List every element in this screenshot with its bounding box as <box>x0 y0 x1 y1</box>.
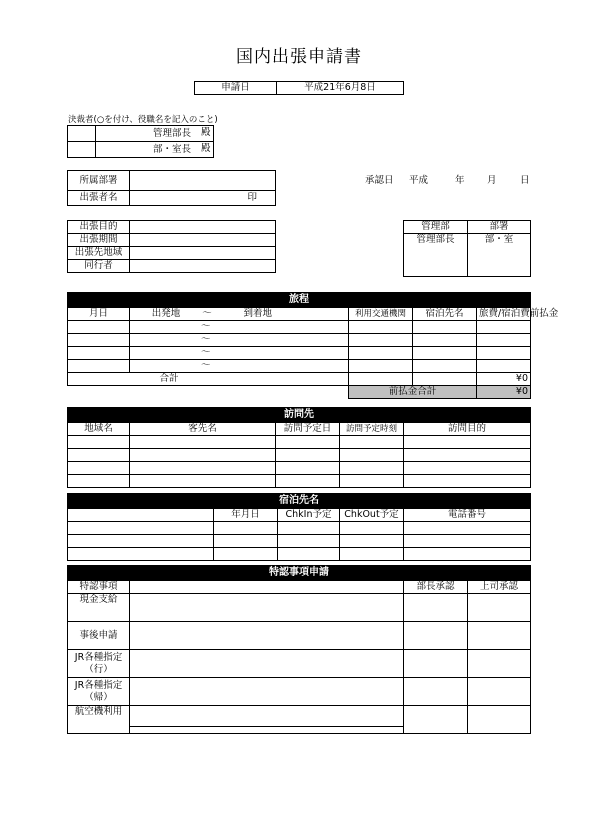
itinerary-cell[interactable] <box>349 321 413 334</box>
itinerary-route-cell[interactable] <box>130 347 349 360</box>
stamp-cell[interactable] <box>468 247 531 277</box>
itinerary-route-cell[interactable] <box>130 334 349 347</box>
table-row <box>68 475 531 488</box>
itinerary-cell[interactable] <box>413 360 477 373</box>
table-row <box>68 522 531 535</box>
lodging-table <box>67 508 531 561</box>
table-row <box>68 449 531 462</box>
application-date-value[interactable]: 平成21年6月8日 <box>277 82 404 95</box>
approval-date-era: 平成 <box>409 175 429 186</box>
period-label: 出張期間 <box>68 234 130 247</box>
approver-mark-cell[interactable] <box>68 142 96 158</box>
tilde: ～ <box>201 321 211 332</box>
approver-table <box>67 125 214 158</box>
approval-cell[interactable] <box>404 622 468 650</box>
itinerary-cell[interactable] <box>413 347 477 360</box>
page-title: 国内出張申請書 <box>236 47 362 67</box>
special-row <box>68 594 531 622</box>
region-label: 出張先地域 <box>68 247 130 260</box>
itinerary-header: 到着地 <box>243 308 272 319</box>
tilde: ～ <box>201 360 211 371</box>
itinerary-band: 旅程 <box>67 292 531 307</box>
itinerary-cell[interactable] <box>68 360 130 373</box>
itinerary-cell[interactable] <box>413 321 477 334</box>
special-detail[interactable] <box>130 650 404 678</box>
itinerary-table <box>67 307 559 399</box>
itinerary-route-cell[interactable] <box>130 321 349 334</box>
special-item-label: JR各種指定 （帰） <box>68 678 130 706</box>
special-item-label: JR各種指定 （行） <box>68 650 130 678</box>
approval-cell[interactable] <box>468 650 531 678</box>
itinerary-cell[interactable] <box>413 334 477 347</box>
visits-header: 訪問予定時刻 <box>340 423 404 436</box>
stamp-label: 管理部 <box>404 221 468 234</box>
special-item-label: 航空機利用 <box>68 706 130 734</box>
approver-role: 部・室長 <box>96 142 214 158</box>
visits-header: 地域名 <box>68 423 130 436</box>
table-row <box>68 462 531 475</box>
stamp-box <box>403 220 531 277</box>
stamp-label: 部署 <box>468 221 531 234</box>
visits-header: 客先名 <box>130 423 276 436</box>
approval-cell[interactable] <box>404 678 468 706</box>
approver-role: 管理部長 <box>96 126 214 142</box>
dept-field[interactable] <box>130 171 276 191</box>
purpose-table <box>67 220 276 273</box>
companion-label: 同行者 <box>68 260 130 273</box>
itinerary-header: 出発地 <box>151 308 181 319</box>
special-table <box>67 580 531 734</box>
companion-field[interactable] <box>130 260 276 273</box>
approver-honorific: 殿 <box>201 143 211 154</box>
special-header: 部長承認 <box>404 581 468 594</box>
special-detail[interactable] <box>130 706 404 734</box>
table-row <box>68 360 531 373</box>
traveler-table <box>67 170 276 206</box>
special-item-label: 事後申請 <box>68 622 130 650</box>
special-header: 特認事項 <box>68 581 130 594</box>
dept-label: 所属部署 <box>68 171 130 191</box>
itinerary-header: 利用交通機関 <box>349 308 413 321</box>
stamp-label: 部・室 <box>468 234 531 247</box>
approval-cell[interactable] <box>404 594 468 622</box>
approval-date-label: 承認日 <box>365 175 394 186</box>
stamp-cell[interactable] <box>404 247 468 277</box>
application-date-box <box>194 81 404 95</box>
itinerary-cell[interactable] <box>68 347 130 360</box>
period-field[interactable] <box>130 234 276 247</box>
special-detail[interactable] <box>130 622 404 650</box>
itinerary-route-cell[interactable] <box>130 360 349 373</box>
approver-honorific: 殿 <box>201 127 211 138</box>
itinerary-cell[interactable] <box>349 334 413 347</box>
visits-band: 訪問先 <box>67 407 531 422</box>
table-row <box>68 347 531 360</box>
itinerary-cell[interactable] <box>68 334 130 347</box>
itinerary-cell[interactable] <box>477 360 531 373</box>
lodging-band: 宿泊先名 <box>67 493 531 508</box>
lodging-header: 電話番号 <box>404 509 531 522</box>
visits-table <box>67 422 531 488</box>
traveler-label: 出張者名 <box>68 191 130 206</box>
application-date-label: 申請日 <box>195 82 277 95</box>
special-band: 特認事項申請 <box>67 565 531 580</box>
visits-header: 訪問予定日 <box>276 423 340 436</box>
approval-date-month: 月 <box>487 175 497 186</box>
approval-date-day: 日 <box>520 175 530 186</box>
itinerary-cell[interactable] <box>477 321 531 334</box>
itinerary-route-header <box>130 308 349 321</box>
special-header: 上司承認 <box>468 581 531 594</box>
itinerary-header: 宿泊先名 <box>413 308 477 321</box>
tilde: ～ <box>201 334 211 345</box>
approval-cell[interactable] <box>468 678 531 706</box>
approval-cell[interactable] <box>468 594 531 622</box>
itinerary-cell[interactable] <box>349 347 413 360</box>
table-row <box>68 334 531 347</box>
lodging-header: ChkIn予定 <box>278 509 340 522</box>
special-item-label: 現金支給 <box>68 594 130 622</box>
itinerary-cell[interactable] <box>68 321 130 334</box>
approval-cell[interactable] <box>404 706 468 734</box>
approval-cell[interactable] <box>468 706 531 734</box>
table-row <box>68 436 531 449</box>
lodging-header: 年月日 <box>214 509 278 522</box>
itinerary-cell[interactable] <box>349 360 413 373</box>
purpose-label: 出張目的 <box>68 221 130 234</box>
itinerary-cell[interactable] <box>477 334 531 347</box>
special-detail[interactable] <box>130 678 404 706</box>
itinerary-header: 旅費/宿泊費前払金 <box>477 308 531 321</box>
purpose-field[interactable] <box>130 221 276 234</box>
region-field[interactable] <box>130 247 276 260</box>
approval-cell[interactable] <box>468 622 531 650</box>
special-detail[interactable] <box>130 594 404 622</box>
approval-date-year: 年 <box>455 175 465 186</box>
visits-header: 訪問目的 <box>404 423 531 436</box>
total-label: 合計 <box>130 373 349 386</box>
special-row <box>68 650 531 678</box>
table-row <box>68 535 531 548</box>
itinerary-header: 月日 <box>68 308 130 321</box>
advance-label: 前払金合計 <box>349 386 477 399</box>
tilde: ～ <box>201 347 211 358</box>
special-row <box>68 678 531 706</box>
approver-mark-cell[interactable] <box>68 126 96 142</box>
table-row <box>68 321 531 334</box>
itinerary-total-row <box>68 373 531 386</box>
stamp-label: 管理部長 <box>404 234 468 247</box>
special-row <box>68 622 531 650</box>
approval-cell[interactable] <box>404 650 468 678</box>
table-row <box>68 548 531 561</box>
itinerary-header: ～ <box>202 308 212 319</box>
lodging-header: ChkOut予定 <box>340 509 404 522</box>
seal-label: 印 <box>130 191 276 206</box>
itinerary-advance-row <box>68 386 531 399</box>
approver-note: 決裁者(○を付け、役職名を記入のこと) <box>68 115 218 125</box>
itinerary-cell[interactable] <box>477 347 531 360</box>
total-value: ¥0 <box>477 373 531 386</box>
special-row <box>68 706 531 734</box>
advance-value: ¥0 <box>477 386 531 399</box>
